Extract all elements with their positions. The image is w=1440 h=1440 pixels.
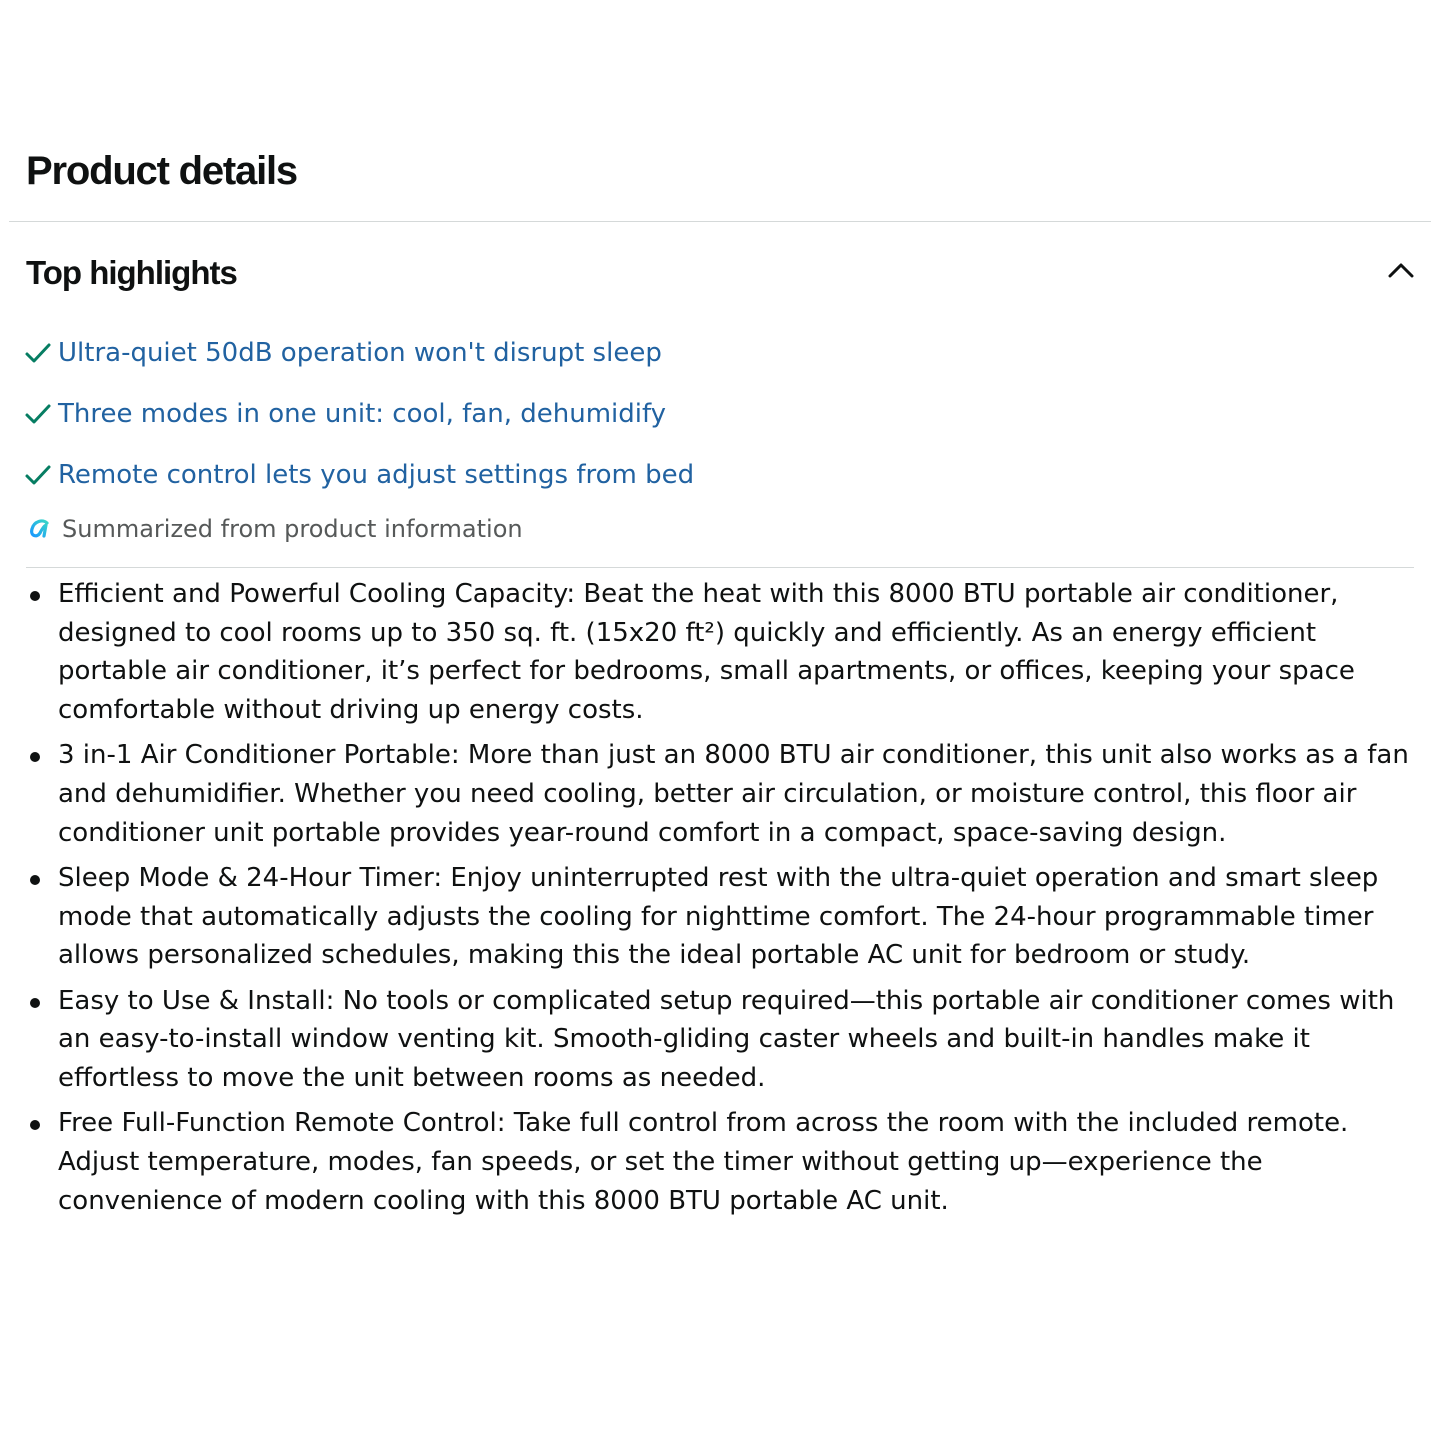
feature-bullet-text: Efficient and Powerful Cooling Capacity: Beat the heat with this 8000 BTU portable air conditioner, designed to cool rooms up to 350 sq. ft. (15x20 ft²) quickly and efficiently. As an energy efficient portable air conditioner, it’s perfect for bedrooms, small apartments, or offices, keeping your space comfortable without driving up energy costs. [58, 579, 1355, 726]
bullet-dot [30, 1120, 40, 1130]
feature-bullet-text: Easy to Use & Install: No tools or complicated setup required—this portable air conditioner comes with an easy-to-install window venting kit. Smooth-gliding caster wheels and built-in handles make it effortless to move the unit between rooms as needed. [58, 985, 1395, 1093]
bullet-dot [30, 752, 40, 762]
bullet-dot [30, 591, 40, 601]
feature-bullet-text: 3 in-1 Air Conditioner Portable: More than just an 8000 BTU air conditioner, this unit also works as a fan and dehumidifier. Whether you need cooling, better air circulation, or moisture control, this floor air conditioner unit portable provides year-round comfort in a compact, space-saving design. [58, 740, 1409, 848]
chevron-up-icon[interactable] [1386, 256, 1416, 286]
section-title: Top highlights [26, 254, 237, 291]
highlight-item [24, 322, 694, 383]
highlight-item [24, 383, 694, 444]
highlights-divider [26, 567, 1414, 568]
highlight-item [24, 444, 694, 505]
bullet-dot [30, 998, 40, 1008]
highlights-list [24, 322, 694, 505]
ai-sparkle-icon [26, 516, 52, 542]
feature-bullet [58, 1104, 1410, 1220]
page-title: Product details [26, 149, 297, 193]
feature-bullet-text: Free Full-Function Remote Control: Take full control from across the room with the included remote. Adjust temperature, modes, fan speeds, or set the timer without getting up—experience the convenience of modern cooling with this 8000 BTU portable AC unit. [58, 1108, 1349, 1216]
feature-bullet [58, 859, 1410, 975]
section-divider [9, 221, 1431, 222]
feature-bullet [58, 982, 1410, 1098]
feature-bullet [58, 736, 1410, 852]
highlight-text[interactable]: Remote control lets you adjust settings from bed [58, 459, 695, 490]
check-icon [24, 339, 52, 367]
check-icon [24, 461, 52, 489]
feature-bullets [58, 575, 1410, 1227]
feature-bullet-text: Sleep Mode & 24-Hour Timer: Enjoy uninterrupted rest with the ultra-quiet operation and smart sleep mode that automatically adjusts the cooling for nighttime comfort. The 24-hour programmable timer allows personalized schedules, making this the ideal portable AC unit for bedroom or study. [58, 862, 1379, 971]
check-icon [24, 400, 52, 428]
highlight-text[interactable]: Three modes in one unit: cool, fan, dehumidify [58, 398, 667, 429]
feature-bullet [58, 575, 1410, 730]
summary-text: Summarized from product information [62, 515, 523, 543]
top-highlights-header[interactable] [26, 250, 1422, 296]
ai-summary-note [26, 510, 523, 548]
highlight-text[interactable]: Ultra-quiet 50dB operation won't disrupt sleep [58, 337, 662, 368]
bullet-dot [30, 875, 40, 885]
